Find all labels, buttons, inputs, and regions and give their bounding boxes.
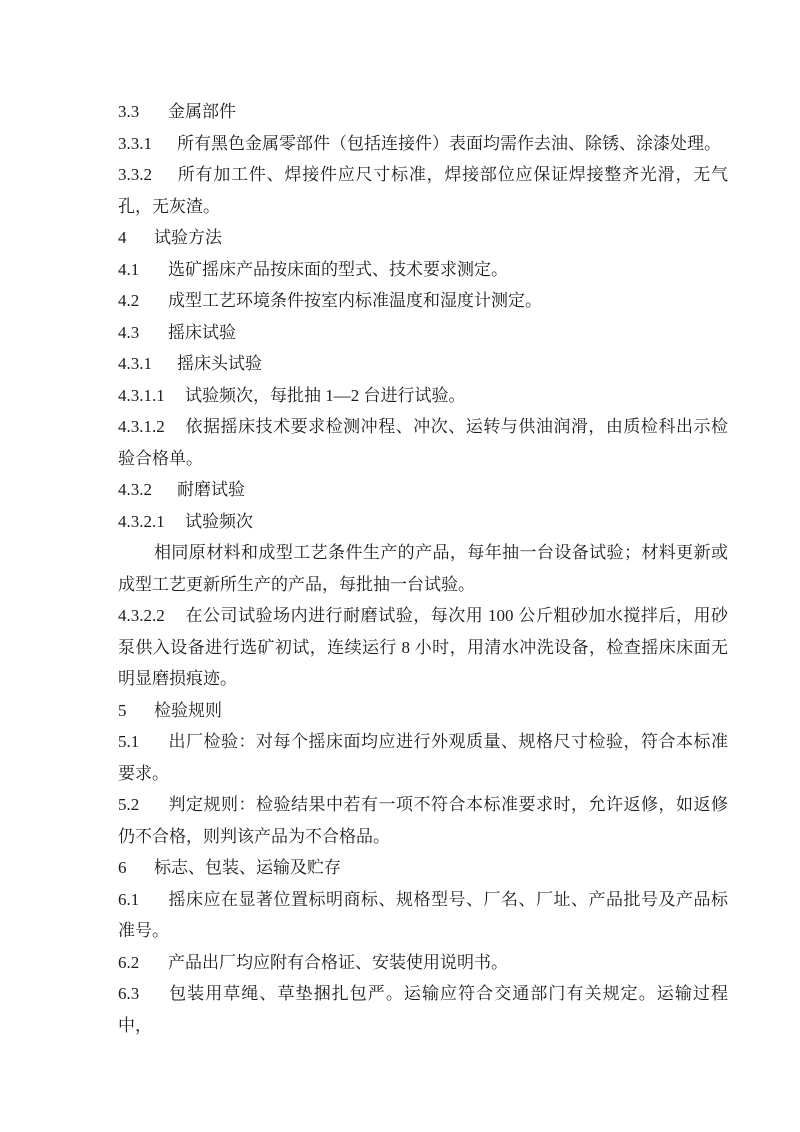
clause-paragraph bbox=[118, 254, 728, 286]
clause-text: 成型工艺环境条件按室内标准温度和湿度计测定。 bbox=[168, 291, 542, 310]
clause-paragraph bbox=[118, 978, 728, 1041]
clause-number: 4 bbox=[118, 228, 127, 247]
clause-paragraph bbox=[118, 348, 728, 380]
clause-number: 3.3.2 bbox=[118, 165, 152, 184]
clause-paragraph bbox=[118, 128, 728, 160]
document-body bbox=[118, 96, 728, 1041]
clause-number: 5.2 bbox=[118, 795, 140, 814]
clause-paragraph bbox=[118, 947, 728, 979]
clause-text: 试验频次，每批抽 1—2 台进行试验。 bbox=[185, 385, 466, 405]
clause-paragraph bbox=[118, 222, 728, 254]
clause-text: 所有黑色金属零部件（包括连接件）表面均需作去油、除锈、涂漆处理。 bbox=[177, 133, 721, 153]
clause-paragraph bbox=[118, 852, 728, 884]
clause-paragraph bbox=[118, 411, 728, 474]
clause-text: 金属部件 bbox=[168, 102, 236, 121]
clause-number: 4.3 bbox=[118, 322, 140, 342]
clause-paragraph bbox=[118, 726, 728, 789]
clause-text: 摇床应在显著位置标明商标、规格型号、厂名、厂址、产品批号及产品标准号。 bbox=[118, 889, 728, 940]
clause-number: 4.3.1.2 bbox=[118, 417, 165, 436]
clause-text: 摇床试验 bbox=[168, 322, 236, 342]
clause-text: 所有加工件、焊接件应尺寸标准，焊接部位应保证焊接整齐光滑，无气孔，无灰渣。 bbox=[118, 165, 728, 216]
clause-number: 4.3.2.2 bbox=[118, 606, 165, 625]
clause-paragraph bbox=[118, 600, 728, 695]
clause-paragraph bbox=[118, 884, 728, 947]
clause-paragraph bbox=[118, 474, 728, 506]
clause-number: 4.3.1.1 bbox=[118, 385, 165, 405]
clause-number: 3.3.1 bbox=[118, 133, 152, 153]
clause-paragraph bbox=[118, 380, 728, 412]
clause-text: 判定规则：检验结果中若有一项不符合本标准要求时，允许返修，如返修仍不合格，则判该产品为不合格品。 bbox=[118, 795, 728, 846]
clause-paragraph bbox=[118, 159, 728, 222]
clause-paragraph bbox=[118, 537, 728, 600]
clause-number: 6 bbox=[118, 858, 127, 877]
clause-number: 3.3 bbox=[118, 102, 140, 121]
clause-paragraph bbox=[118, 506, 728, 538]
clause-paragraph bbox=[118, 96, 728, 128]
clause-text: 标志、包装、运输及贮存 bbox=[154, 858, 341, 877]
clause-number: 6.3 bbox=[118, 984, 140, 1003]
clause-number: 4.2 bbox=[118, 291, 140, 310]
clause-text: 出厂检验：对每个摇床面均应进行外观质量、规格尺寸检验，符合本标准要求。 bbox=[118, 732, 728, 783]
clause-text: 包装用草绳、草垫捆扎包严。运输应符合交通部门有关规定。运输过程中， bbox=[118, 984, 728, 1035]
clause-text: 产品出厂均应附有合格证、安装使用说明书。 bbox=[168, 952, 508, 972]
clause-number: 4.1 bbox=[118, 259, 140, 279]
clause-text: 试验方法 bbox=[154, 228, 222, 247]
clause-paragraph bbox=[118, 285, 728, 317]
clause-paragraph bbox=[118, 789, 728, 852]
clause-number: 6.1 bbox=[118, 889, 140, 909]
clause-number: 5 bbox=[118, 700, 127, 720]
clause-text: 检验规则 bbox=[154, 700, 222, 720]
clause-text: 耐磨试验 bbox=[177, 480, 245, 499]
clause-text: 在公司试验场内进行耐磨试验，每次用 100 公斤粗砂加水搅拌后，用砂泵供入设备进行选矿初试，连续运行 8 小时，用清水冲洗设备，检查摇床床面无明显磨损痕迹。 bbox=[118, 606, 728, 688]
clause-number: 4.3.2 bbox=[118, 480, 152, 499]
clause-text: 摇床头试验 bbox=[177, 354, 262, 373]
clause-number: 4.3.1 bbox=[118, 354, 152, 373]
clause-text: 相同原材料和成型工艺条件生产的产品，每年抽一台设备试验；材料更新或成型工艺更新所生产的产品，每批抽一台试验。 bbox=[118, 543, 728, 594]
clause-paragraph bbox=[118, 317, 728, 349]
clause-number: 4.3.2.1 bbox=[118, 511, 165, 531]
clause-number: 6.2 bbox=[118, 952, 140, 972]
clause-text: 依据摇床技术要求检测冲程、冲次、运转与供油润滑，由质检科出示检验合格单。 bbox=[118, 417, 728, 468]
clause-paragraph bbox=[118, 695, 728, 727]
clause-number: 5.1 bbox=[118, 732, 140, 751]
clause-text: 试验频次 bbox=[185, 511, 253, 531]
clause-text: 选矿摇床产品按床面的型式、技术要求测定。 bbox=[168, 259, 508, 279]
